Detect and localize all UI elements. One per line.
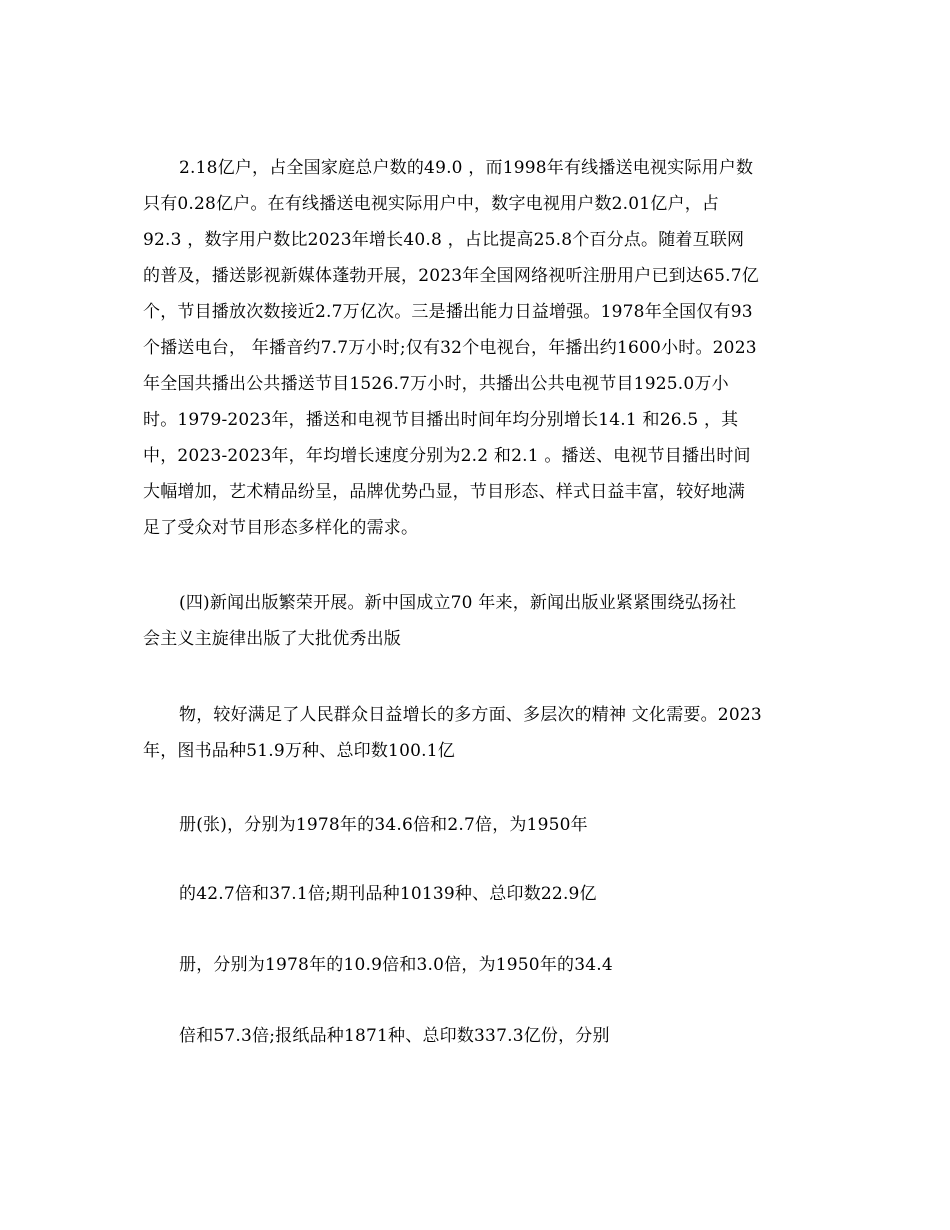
paragraph-1-line-6: 个播送电台， 年播音约7.7万小时;仅有32个电视台，年播出约1600小时。2023 [143,338,757,358]
paragraph-3-line-1: 物，较好满足了人民群众日益增长的多方面、多层次的精神 文化需要。2023 [179,705,762,725]
paragraph-1-line-10: 大幅增加，艺术精品纷呈，品牌优势凸显，节目形态、样式日益丰富，较好地满 [143,482,745,502]
paragraph-1-line-9: 中，2023-2023年，年均增长速度分别为2.2 和2.1 。播送、电视节目播出时间 [143,446,751,466]
paragraph-1-line-4: 的普及，播送影视新媒体蓬勃开展，2023年全国网络视听注册用户已到达65.7亿 [143,266,759,286]
paragraph-2-line-2: 会主义主旋律出版了大批优秀出版 [143,629,401,649]
paragraph-1-line-3: 92.3 ，数字用户数比2023年增长40.8 ，占比提高25.8个百分点。随着互联网 [143,230,745,250]
paragraph-1-line-7: 年全国共播出公共播送节目1526.7万小时，共播出公共电视节目1925.0万小 [143,374,729,394]
fragment-line-4: 倍和57.3倍;报纸品种1871种、总印数337.3亿份，分别 [179,1026,610,1046]
paragraph-1-line-8: 时。1979-2023年，播送和电视节目播出时间年均分别增长14.1 和26.5 ，其 [143,410,739,430]
paragraph-3-line-2: 年，图书品种51.9万种、总印数100.1亿 [143,741,455,761]
paragraph-1-line-1: 2.18亿户，占全国家庭总户数的49.0 ，而1998年有线播送电视实际用户数 [179,158,754,178]
fragment-line-1: 册(张)，分别为1978年的34.6倍和2.7倍，为1950年 [179,815,588,835]
paragraph-1-line-2: 只有0.28亿户。在有线播送电视实际用户中，数字电视用户数2.01亿户，占 [143,194,720,214]
paragraph-1-line-11: 足了受众对节目形态多样化的需求。 [143,518,419,538]
paragraph-2-line-1: (四)新闻出版繁荣开展。新中国成立70 年来，新闻出版业紧紧围绕弘扬社 [179,593,737,613]
fragment-line-2: 的42.7倍和37.1倍;期刊品种10139种、总印数22.9亿 [179,884,597,904]
paragraph-1-line-5: 个，节目播放次数接近2.7万亿次。三是播出能力日益增强。1978年全国仅有93 [143,302,753,322]
fragment-line-3: 册，分别为1978年的10.9倍和3.0倍，为1950年的34.4 [179,955,613,975]
